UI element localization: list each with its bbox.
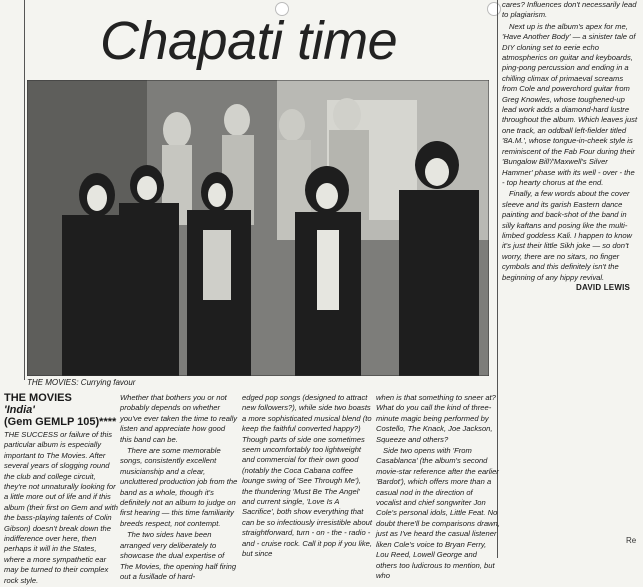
paragraph: The two sides have been arranged very deliberately to showcase the dual expertise of The Movies, the opening half firing out a fusillade of hard-	[120, 530, 237, 581]
paragraph: cares? Influences don't necessarily lead to plagiarism.	[502, 0, 637, 20]
paragraph: THE SUCCESS or failure of this particular album is especially important to The Movies. After several years of slogging round the club and college circuit, they're not unnaturally looking for a little more out of life and if this album (their first on Gem and with the bass-playing talents of Colin Gibson) doesn't break down the indifference over here, then perhaps it will in the States, where a more sympathetic ear may be turned to their complex rock style.	[4, 430, 118, 585]
paragraph: edged pop songs (designed to attract new followers?), while side two boasts a more sophisticated musical blend (to keep the faithful converted happy?) Though parts of side one sometimes seem uncomfortably too lightweight and commercial for their own good (notably the Coca Cabana coffee lounge swing of 'See Through Me'), the thundering 'Must Be The Angel' and current single, 'Love Is A Sacrifice', both show everything that can be so infectiously irresistible about straightforward, turn - on - the - radio - and - cruise rock. Call it pop if you like, but since	[242, 393, 373, 559]
band-photo	[27, 80, 489, 376]
punch-hole	[487, 2, 501, 16]
clipped-edge-text: Re	[626, 536, 637, 545]
album-title: 'India'	[4, 404, 35, 416]
body-column-right	[502, 0, 638, 284]
body-column-4	[376, 393, 500, 582]
review-header	[4, 392, 117, 428]
body-column-1	[4, 430, 119, 587]
paragraph: Whether that bothers you or not probably depends on whether you've ever taken the time to really listen and appreciate how good this band can be.	[120, 393, 238, 444]
band-name: THE MOVIES	[4, 392, 72, 404]
paragraph: Next up is the album's apex for me, 'Have Another Body' — a sinister tale of DIY cloning set to eerie echo atmospherics on guitar and keyboards, ping-pong percussion and ending in a chilling climax of primaeval screams from Cole and powerchord guitar from Greg Knowles, whose toughened-up lead work adds a diamond-hard lustre throughout the album. Which leaves just one track, an oddball left-fielder titled '8A.M.', whose tongue-in-cheek style is reminiscent of the Fab Four during their 'Bungalow Bill'/'Maxwell's Silver Hammer' phase with its well - over - the - top hearty chorus at the end.	[502, 21, 638, 187]
body-column-2	[120, 393, 238, 583]
paragraph: There are some memorable songs, consistently excellent musicianship and a clear, uncluttered production job from the band as a whole, though it's definitely not an album to judge on first hearing — this time familiarity breeds respect, not contempt.	[120, 446, 238, 528]
photo-caption: THE MOVIES: Currying favour	[27, 378, 136, 387]
body-column-3	[242, 393, 372, 561]
left-border	[24, 0, 25, 380]
catalog-rating: (Gem GEMLP 105)****	[4, 416, 117, 428]
paragraph: when is that something to sneer at? What do you call the kind of three-minute magic being performed by Costello, The Knack, Joe Jackson, Squeeze and others?	[376, 393, 496, 444]
byline: DAVID LEWIS	[576, 283, 631, 292]
paragraph: Finally, a few words about the cover sleeve and its garish Eastern dance painting and back-shot of the band in silly kaftans and posing like the multi-limbed goddess Kali. I happen to know it's just their little Sikh joke — so don't worry, there are no sitars, no finger cymbols and this definitely isn't the beginning of any hippy revival.	[502, 189, 633, 282]
headline: Chapati time	[100, 11, 398, 71]
paragraph: Side two opens with 'From Casablanca' (the album's second movie-star reference after the earlier 'Bardot'), which offers more than a casual nod in the direction of vocalist and chief songwriter Jon Cole's personal idols, Little Feat. No doubt there'll be comparisons drawn, just as I've heard the casual listener liken Cole's voice to Bryan Ferry, Lou Reed, Lowell George and others too ludicrous to mention, but who	[376, 446, 500, 580]
